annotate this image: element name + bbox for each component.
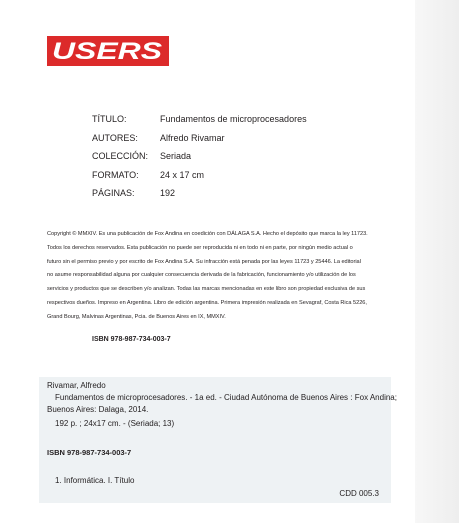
catalog-card — [39, 377, 397, 503]
metadata-row-collection — [92, 151, 392, 170]
copyright-line: futuro sin el permiso previo y por escrito de Fox Andina S.A. Su infracción está penada por las leyes 11723 y 25446. La editorial — [47, 258, 361, 265]
format-value: 24 x 17 cm — [160, 169, 205, 180]
copyright-line: Todos los derechos reservados. Esta publicación no puede ser reproducida ni en todo ni en parte, por ningún medio actual o — [47, 244, 353, 251]
copyright-line: Copyright © MMXIV. Es una publicación de Fox Andina en coedición con DÁLAGA S.A. Hecho el depósito que marca la ley 11723. — [47, 231, 368, 237]
collection-label: COLECCIÓN: — [92, 151, 149, 161]
logo-text: USERS — [52, 39, 162, 63]
metadata-row-authors — [92, 133, 392, 152]
format-label: FORMATO: — [92, 169, 139, 180]
pages-value: 192 — [160, 188, 176, 198]
catalog-isbn: ISBN 978-987-734-003-7 — [47, 448, 132, 457]
isbn-number: ISBN 978-987-734-003-7 — [92, 336, 171, 343]
copyright-line: Grand Bourg, Malvinas Argentinas, Pcia. de Buenos Aires en IX, MMXIV. — [47, 313, 226, 320]
authors-value: Alfredo Rivamar — [160, 132, 225, 143]
metadata-row-format — [92, 170, 392, 189]
copyright-line: respectivos dueños. Impreso en Argentina. Libro de edición argentina. Primera impresión realizada en Sevagraf, Costa Rica 5226, — [47, 299, 367, 306]
collection-value: Seriada — [160, 151, 192, 161]
catalog-title-line-1: Fundamentos de microprocesadores. - 1a ed. - Ciudad Autónoma de Buenos Aires : Fox Andina; — [55, 393, 397, 402]
metadata-row-pages — [92, 188, 392, 207]
catalog-cdd: CDD 005.3 — [339, 489, 379, 498]
catalog-subjects: 1. Informática. I. Título — [55, 476, 135, 485]
title-label: TÍTULO: — [92, 114, 127, 124]
book-metadata — [92, 114, 392, 207]
pages-label: PÁGINAS: — [92, 188, 135, 198]
catalog-physical-description: 192 p. ; 24x17 cm. - (Seriada; 13) — [55, 419, 175, 428]
users-logo-mark — [50, 39, 166, 63]
copyright-notice — [47, 228, 395, 325]
copyright-line: servicios y productos que se describen y/o analizan. Todas las marcas mencionadas en este libro son propiedad exclusiva de sus — [47, 286, 366, 293]
authors-label: AUTORES: — [92, 132, 138, 143]
catalog-title-line-2: Buenos Aires: Dalaga, 2014. — [47, 405, 149, 414]
title-value: Fundamentos de microprocesadores — [160, 114, 307, 124]
page-gutter — [415, 0, 459, 523]
copyright-line: no asume responsabilidad alguna por cualquier consecuencia derivada de la fabricación, funcionamiento y/o utilización de los — [47, 272, 356, 279]
metadata-row-title — [92, 114, 392, 133]
publisher-logo — [47, 36, 169, 66]
catalog-author: Rivamar, Alfredo — [47, 381, 106, 390]
